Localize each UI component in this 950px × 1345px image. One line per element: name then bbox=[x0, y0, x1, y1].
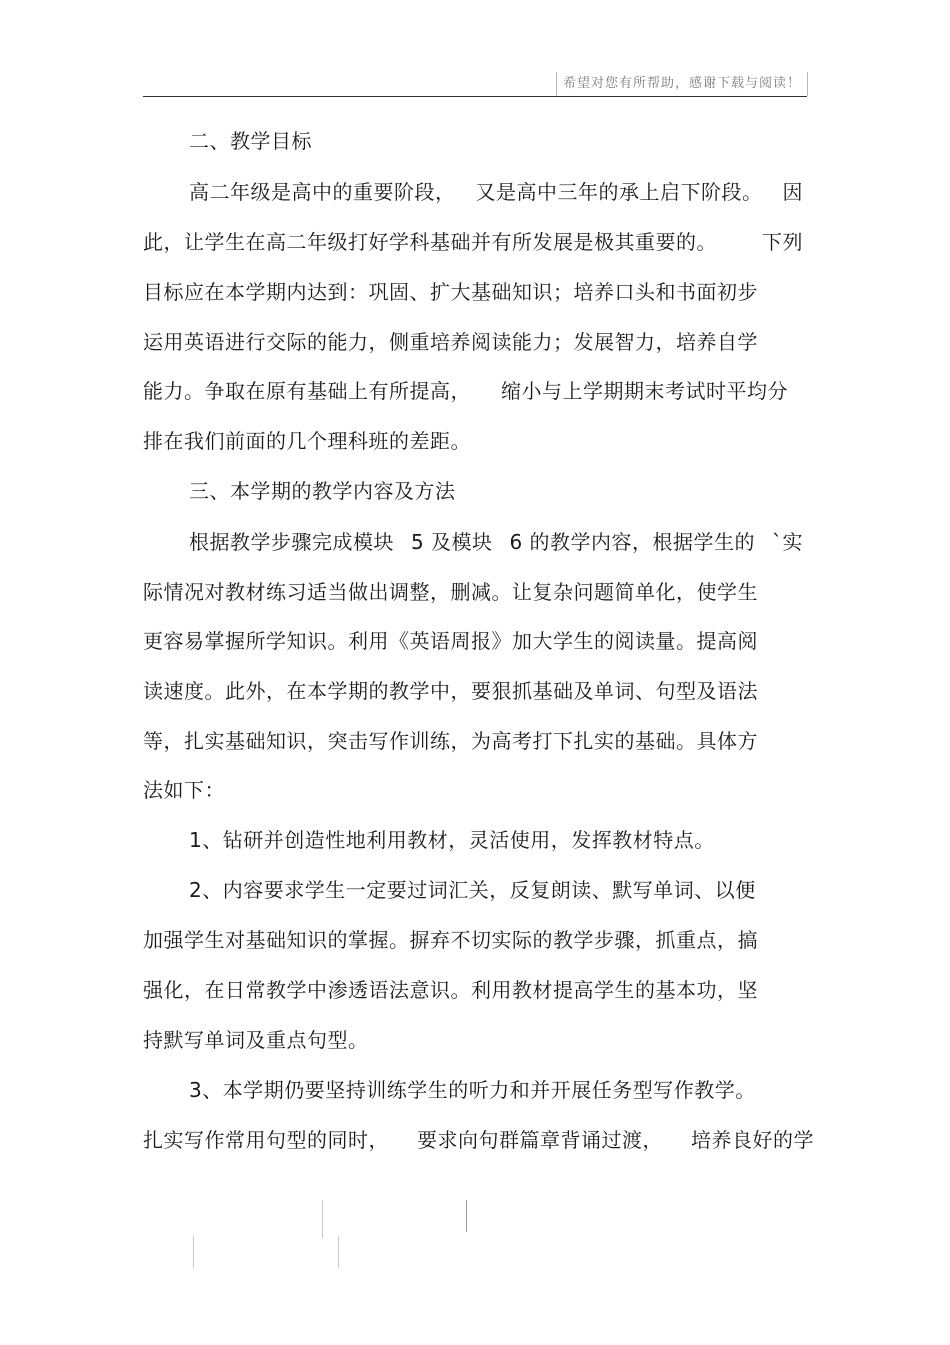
paragraph-line bbox=[143, 378, 788, 404]
text-fragment: 此，让学生在高二年级打好学科基础并有所发展是极其重要的。 bbox=[143, 230, 717, 254]
text-fragment: 根据教学步骤完成模块 bbox=[189, 530, 394, 554]
scan-artifact-line bbox=[322, 1200, 323, 1238]
paragraph-line: 际情况对教材练习适当做出调整，删减。让复杂问题简单化，使学生 bbox=[143, 580, 758, 604]
text-fragment: 能力。争取在原有基础上有所提高， bbox=[143, 379, 471, 403]
text-fragment: 扎实写作常用句型的同时， bbox=[143, 1128, 389, 1152]
paragraph-line bbox=[189, 179, 803, 205]
paragraph-line: 排在我们前面的几个理科班的差距。 bbox=[143, 429, 471, 453]
text-fragment: 下列 bbox=[762, 230, 803, 254]
text-fragment: 要求向句群篇章背诵过渡， bbox=[417, 1128, 663, 1152]
paragraph-line: 等，扎实基础知识，突击写作训练，为高考打下扎实的基础。具体方 bbox=[143, 729, 758, 753]
paragraph-line bbox=[189, 529, 803, 555]
paragraph-line bbox=[143, 1127, 814, 1153]
paragraph-line: 强化，在日常教学中渗透语法意识。利用教材提高学生的基本功，坚 bbox=[143, 978, 758, 1002]
text-fragment: 又是高中三年的承上启下阶段。 bbox=[475, 180, 763, 204]
text-fragment: 因 bbox=[782, 180, 803, 204]
text-fragment: 高二年级是高中的重要阶段， bbox=[189, 180, 456, 204]
paragraph-line: 更容易掌握所学知识。利用《英语周报》加大学生的阅读量。提高阅 bbox=[143, 629, 758, 653]
paragraph-line: 法如下： bbox=[143, 778, 225, 802]
scan-artifact-line bbox=[466, 1200, 467, 1232]
scan-artifact-line bbox=[338, 1236, 339, 1268]
text-fragment: 缩小与上学期期末考试时平均分 bbox=[501, 379, 788, 403]
header-rule bbox=[143, 96, 807, 97]
paragraph-line: 读速度。此外，在本学期的教学中，要狠抓基础及单词、句型及语法 bbox=[143, 679, 758, 703]
section-heading-content-methods: 三、本学期的教学内容及方法 bbox=[189, 479, 456, 503]
section-heading-teaching-goals: 二、教学目标 bbox=[189, 129, 312, 153]
text-fragment: `实 bbox=[772, 530, 803, 554]
text-fragment: 培养良好的学 bbox=[691, 1128, 814, 1152]
paragraph-line: 持默写单词及重点句型。 bbox=[143, 1028, 369, 1052]
paragraph-line: 加强学生对基础知识的掌握。摒弃不切实际的教学步骤，抓重点，搞 bbox=[143, 928, 758, 952]
list-item-3-line: 3、本学期仍要坚持训练学生的听力和并开展任务型写作教学。 bbox=[189, 1078, 756, 1102]
text-fragment: 5 及模块 bbox=[410, 530, 493, 554]
list-item-1: 1、钻研并创造性地利用教材，灵活使用，发挥教材特点。 bbox=[189, 828, 715, 852]
scan-artifact-line bbox=[193, 1236, 194, 1268]
paragraph-line bbox=[143, 229, 803, 255]
paragraph-line: 运用英语进行交际的能力，侧重培养阅读能力；发展智力，培养自学 bbox=[143, 330, 758, 354]
list-item-2-line: 2、内容要求学生一定要过词汇关，反复朗读、默写单词、以便 bbox=[189, 878, 756, 902]
paragraph-line: 目标应在本学期内达到：巩固、扩大基础知识；培养口头和书面初步 bbox=[143, 280, 758, 304]
text-fragment: 6 的教学内容，根据学生的 bbox=[509, 530, 756, 554]
header-note: 希望对您有所帮助，感谢下载与阅读！ bbox=[556, 72, 808, 96]
